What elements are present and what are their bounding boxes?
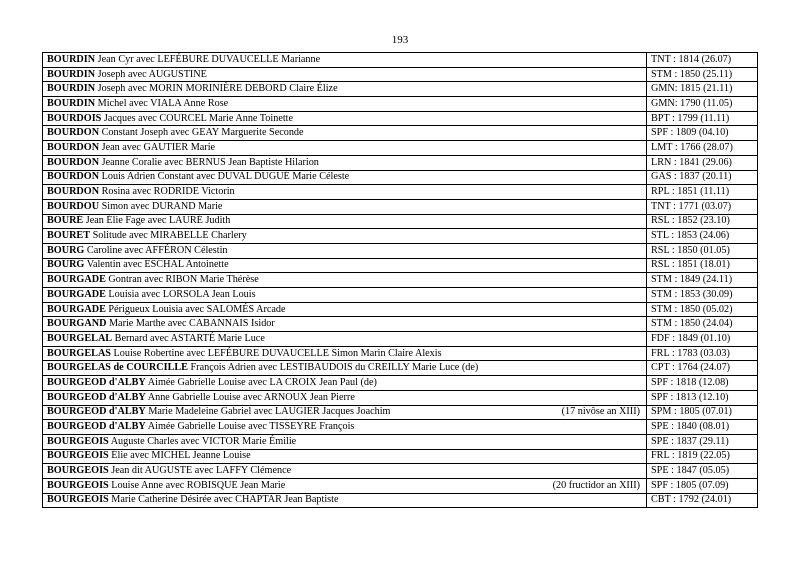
entry-names-cell — [43, 273, 647, 288]
entry-names-cell — [43, 390, 647, 405]
entry-names-cell — [43, 126, 647, 141]
entry-names-cell — [43, 332, 647, 347]
parish-date-cell: FDF : 1849 (01.10) — [647, 332, 758, 347]
entry-names-cell — [43, 82, 647, 97]
spouse-details: Louisia avec LORSOLA Jean Louis — [105, 288, 256, 300]
table-row — [43, 288, 758, 303]
spouse-details: Anne Gabrielle Louise avec ARNOUX Jean Pierre — [145, 391, 355, 403]
spouse-details: Michel avec VIALA Anne Rose — [95, 97, 229, 109]
entry-names-cell — [43, 302, 647, 317]
spouse-details: Jean avec GAUTIER Marie — [99, 141, 216, 153]
entry-names-cell — [43, 97, 647, 112]
parish-date-cell: SPF : 1809 (04.10) — [647, 126, 758, 141]
entry-names-cell — [43, 243, 647, 258]
surname: BOURGADE — [47, 303, 106, 315]
spouse-details: Jean Élie Fage avec LAURÉ Judith — [83, 215, 231, 227]
surname: BOURDON — [47, 156, 100, 168]
parish-date-cell: CPT : 1764 (24.07) — [647, 361, 758, 376]
republican-date-note: (20 fructidor an XIII) — [552, 479, 640, 491]
surname: BOURGADE — [47, 288, 106, 300]
table-row — [43, 155, 758, 170]
spouse-details: Caroline avec AFFÉRON Célestin — [84, 244, 228, 256]
table-row — [43, 126, 758, 141]
surname: BOURDIN — [47, 83, 96, 95]
marriage-register-table — [42, 52, 758, 508]
parish-date-cell: FRL : 1819 (22.05) — [647, 449, 758, 464]
surname: BOURDOU — [47, 200, 100, 212]
spouse-details: Marie Marthe avec CABANNAIS Isidor — [106, 318, 275, 330]
parish-date-cell: STM : 1850 (24.04) — [647, 317, 758, 332]
surname: BOURDON — [47, 141, 100, 153]
parish-date-cell: SPF : 1805 (07.09) — [647, 478, 758, 493]
surname: BOURDON — [47, 171, 100, 183]
surname: BOURGEOD d'ALBY — [47, 406, 146, 418]
surname: BOURGAND — [47, 318, 107, 330]
table-row — [43, 449, 758, 464]
parish-date-cell: BPT : 1799 (11.11) — [647, 111, 758, 126]
entry-names-cell — [43, 405, 647, 420]
spouse-details: Auguste Charles avec VICTOR Marie Émilie — [108, 435, 297, 447]
spouse-details: Constant Joseph avec GEAY Marguerite Seconde — [99, 127, 304, 139]
table-row — [43, 390, 758, 405]
spouse-details: Joseph avec AUGUSTINE — [95, 68, 207, 80]
parish-date-cell: SPM : 1805 (07.01) — [647, 405, 758, 420]
spouse-details: Périgueux Louisia avec SALOMÉS Arcade — [105, 303, 286, 315]
table-row — [43, 317, 758, 332]
spouse-details: Marie Catherine Désirée avec CHAPTAR Jean Baptiste — [108, 494, 339, 506]
surname: BOURGEOIS — [47, 494, 109, 506]
table-row — [43, 214, 758, 229]
entry-names-cell — [43, 449, 647, 464]
table-row — [43, 332, 758, 347]
republican-date-note: (17 nivôse an XIII) — [561, 406, 640, 418]
parish-date-cell: STM : 1850 (25.11) — [647, 67, 758, 82]
parish-date-cell: GAS : 1837 (20.11) — [647, 170, 758, 185]
table-row — [43, 493, 758, 508]
entry-names-cell — [43, 434, 647, 449]
table-row — [43, 141, 758, 156]
entry-names-cell — [43, 185, 647, 200]
surname: BOURGELAS — [47, 347, 111, 359]
entry-names-cell — [43, 493, 647, 508]
spouse-details: Jean dit AUGUSTE avec LAFFY Clémence — [108, 465, 292, 477]
surname: BOURG — [47, 244, 85, 256]
parish-date-cell: STL : 1853 (24.06) — [647, 229, 758, 244]
table-row — [43, 243, 758, 258]
surname: BOURG — [47, 259, 85, 271]
entry-names-cell — [43, 288, 647, 303]
table-row — [43, 464, 758, 479]
surname: BOURGADE — [47, 274, 106, 286]
entry-names-cell — [43, 141, 647, 156]
spouse-details: Rosina avec RODRIDE Victorin — [99, 186, 235, 198]
table-row — [43, 97, 758, 112]
table-row — [43, 229, 758, 244]
register-body — [43, 53, 758, 508]
spouse-details: Valentin avec ESCHAL Antoinette — [84, 259, 229, 271]
table-row — [43, 258, 758, 273]
table-row — [43, 478, 758, 493]
parish-date-cell: TNT : 1814 (26.07) — [647, 53, 758, 68]
surname: BOURGEOIS — [47, 450, 109, 462]
spouse-details: Aimée Gabrielle Louise avec TISSEYRE François — [145, 421, 355, 433]
parish-date-cell: LMT : 1766 (28.07) — [647, 141, 758, 156]
spouse-details: Jean Cyr avec LEFÉBURE DUVAUCELLE Marianne — [95, 53, 321, 65]
table-row — [43, 185, 758, 200]
surname: BOURGEOD d'ALBY — [47, 376, 146, 388]
parish-date-cell: RSL : 1852 (23.10) — [647, 214, 758, 229]
entry-names-cell — [43, 67, 647, 82]
parish-date-cell: FRL : 1783 (03.03) — [647, 346, 758, 361]
surname: BOURET — [47, 230, 91, 242]
parish-date-cell: STM : 1849 (24.11) — [647, 273, 758, 288]
spouse-details: Louis Adrien Constant avec DUVAL DUGUÉ Marie Céleste — [99, 171, 350, 183]
entry-names-cell — [43, 478, 647, 493]
entry-names-cell — [43, 53, 647, 68]
surname: BOURDIN — [47, 53, 96, 65]
surname: BOURÉ — [47, 215, 84, 227]
surname: BOURGEOIS — [47, 435, 109, 447]
table-row — [43, 82, 758, 97]
spouse-details: Gontran avec RIBON Marie Thérèse — [105, 274, 259, 286]
spouse-details: Jeanne Coralie avec BERNUS Jean Baptiste Hilarion — [99, 156, 319, 168]
spouse-details: François Adrien avec LESTIBAUDOIS du CREILLY Marie Luce (de) — [187, 362, 479, 374]
table-row — [43, 273, 758, 288]
table-row — [43, 361, 758, 376]
parish-date-cell: SPE : 1847 (05.05) — [647, 464, 758, 479]
entry-names-cell — [43, 155, 647, 170]
entry-names-cell — [43, 229, 647, 244]
surname: BOURGEOIS — [47, 479, 109, 491]
surname: BOURDON — [47, 127, 100, 139]
surname: BOURDOIS — [47, 112, 102, 124]
surname: BOURGELAL — [47, 332, 113, 344]
surname: BOURDON — [47, 186, 100, 198]
entry-names-cell — [43, 376, 647, 391]
entry-names-cell — [43, 199, 647, 214]
parish-date-cell: GMN: 1790 (11.05) — [647, 97, 758, 112]
surname: BOURGEOD d'ALBY — [47, 391, 146, 403]
parish-date-cell: SPE : 1840 (08.01) — [647, 420, 758, 435]
table-row — [43, 111, 758, 126]
parish-date-cell: RSL : 1850 (01.05) — [647, 243, 758, 258]
surname: BOURGEOD d'ALBY — [47, 421, 146, 433]
table-row — [43, 199, 758, 214]
table-row — [43, 376, 758, 391]
spouse-details: Élie avec MICHEL Jeanne Louise — [108, 450, 251, 462]
table-row — [43, 170, 758, 185]
table-row — [43, 53, 758, 68]
page-number: 193 — [391, 34, 409, 46]
parish-date-cell: STM : 1853 (30.09) — [647, 288, 758, 303]
parish-date-cell: LRN : 1841 (29.06) — [647, 155, 758, 170]
spouse-details: Marie Madeleine Gabriel avec LAUGIER Jacques Joachim — [145, 406, 391, 418]
entry-names-cell — [43, 170, 647, 185]
spouse-details: Solitude avec MIRABELLE Charlery — [90, 230, 247, 242]
entry-names-cell — [43, 361, 647, 376]
table-row — [43, 67, 758, 82]
entry-names-cell — [43, 214, 647, 229]
parish-date-cell: TNT : 1771 (03.07) — [647, 199, 758, 214]
parish-date-cell: SPF : 1818 (12.08) — [647, 376, 758, 391]
entry-names-cell — [43, 346, 647, 361]
surname: BOURGELAS de COURCILLE — [47, 362, 188, 374]
entry-names-cell — [43, 317, 647, 332]
spouse-details: Bernard avec ASTARTÉ Marie Luce — [112, 332, 265, 344]
spouse-details: Jacques avec COURCEL Marie Anne Toinette — [101, 112, 294, 124]
entry-names-cell — [43, 420, 647, 435]
surname: BOURDIN — [47, 97, 96, 109]
parish-date-cell: RSL : 1851 (18.01) — [647, 258, 758, 273]
spouse-details: Louise Robertine avec LEFÉBURE DUVAUCELLE Simon Marin Claire Alexis — [110, 347, 442, 359]
parish-date-cell: SPF : 1813 (12.10) — [647, 390, 758, 405]
parish-date-cell: SPE : 1837 (29.11) — [647, 434, 758, 449]
spouse-details: Louise Anne avec ROBISQUE Jean Marie — [108, 479, 286, 491]
table-row — [43, 405, 758, 420]
spouse-details: Simon avec DURAND Marie — [99, 200, 223, 212]
entry-names-cell — [43, 258, 647, 273]
parish-date-cell: STM : 1850 (05.02) — [647, 302, 758, 317]
surname: BOURDIN — [47, 68, 96, 80]
entry-names-cell — [43, 111, 647, 126]
table-row — [43, 302, 758, 317]
spouse-details: Joseph avec MORIN MORINIÈRE DEBORD Claire Élize — [95, 83, 338, 95]
parish-date-cell: CBT : 1792 (24.01) — [647, 493, 758, 508]
surname: BOURGEOIS — [47, 465, 109, 477]
table-row — [43, 420, 758, 435]
parish-date-cell: RPL : 1851 (11.11) — [647, 185, 758, 200]
table-row — [43, 346, 758, 361]
table-row — [43, 434, 758, 449]
entry-names-cell — [43, 464, 647, 479]
parish-date-cell: GMN: 1815 (21.11) — [647, 82, 758, 97]
spouse-details: Aimée Gabrielle Louise avec LA CROIX Jean Paul (de) — [145, 376, 377, 388]
